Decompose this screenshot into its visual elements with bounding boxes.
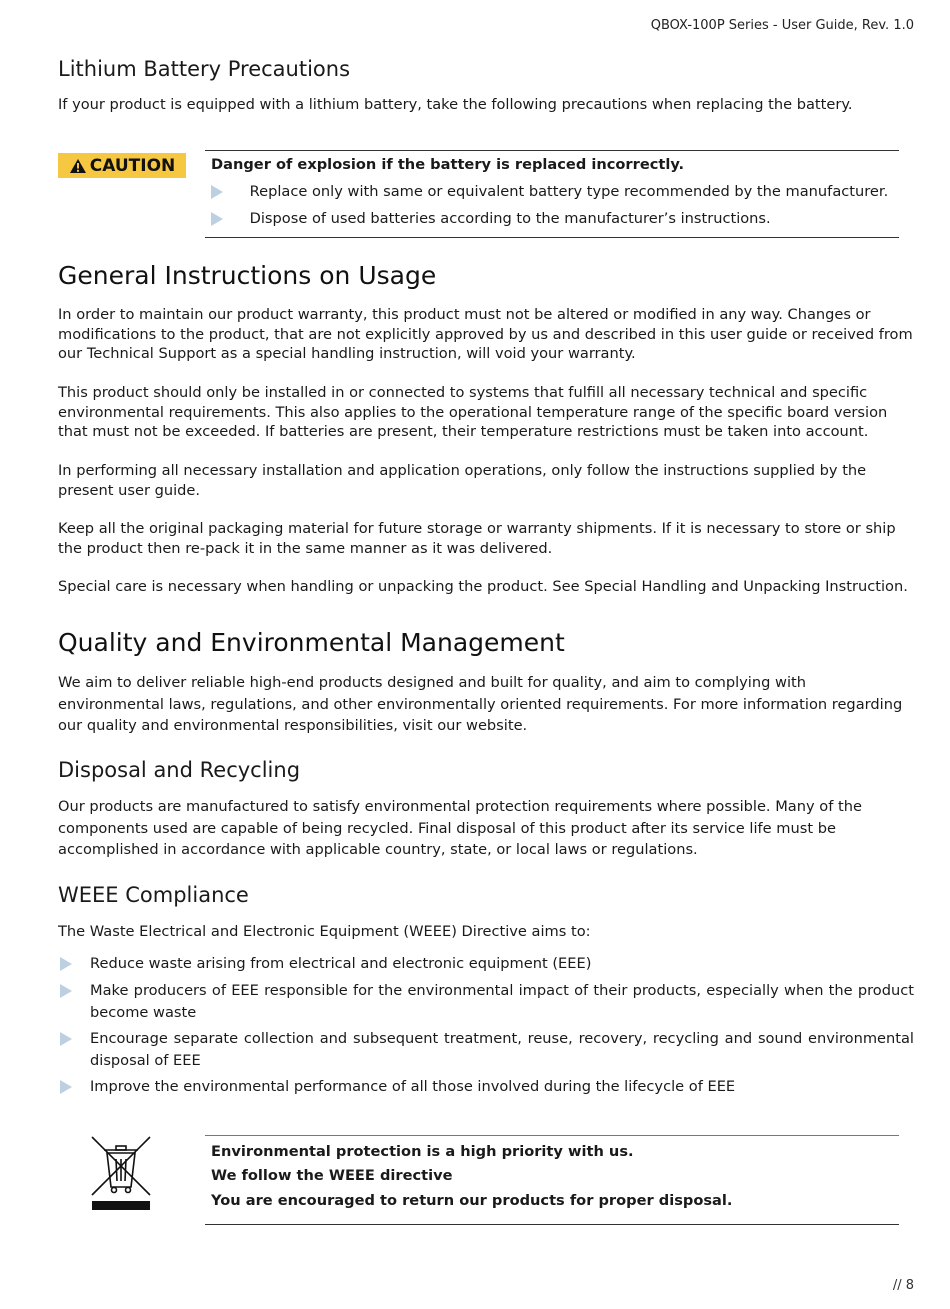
- bullet-arrow-icon: [60, 957, 72, 971]
- bullet-arrow-icon: [211, 212, 223, 226]
- weee-callout: [205, 1135, 899, 1225]
- bullet-arrow-icon: [211, 185, 223, 199]
- weee-callout-line: Environmental protection is a high priority with us.: [211, 1143, 634, 1160]
- bullet-arrow-icon: [60, 984, 72, 998]
- general-paragraph: This product should only be installed in or connected to systems that fulfill all necessary technical and specific environmental requirements. This also applies to the operational temperature range of the specific board version that must not be exceeded. If batteries are present, their temperature restrictions must be taken into account.: [58, 384, 888, 440]
- crossed-out-bin-icon: [90, 1135, 152, 1213]
- document-page: QBOX-100P Series - User Guide, Rev. 1.0 Lithium Battery Precautions If your product is equipped with a lithium battery, take the following precautions when replacing the battery. CAUTION Danger of explosion if the battery is replaced incorrectly. Replace only with same or equivalent battery type recommended by the manufacturer. Dispose of used batteries according to the manufacturer’s instructions. General Instructions on Usage In order to maintain our product warranty, this product must not be altered or modified in any way. Changes or modifications to the product, that are not explicitly approved by us and described in this user guide or received from our Technical Support as a special handling instruction, will void your warranty. This product should only be installed in or connected to systems that fulfill all necessary technical and specific environmental requirements. This also applies to the operational temperature range of the specific board version that must not be exceeded. If batteries are present, their temperature restrictions must be taken into account. In performing all necessary installation and application operations, only follow the instructions supplied by the present user guide. Keep all the original packaging material for future storage or warranty shipments. If it is necessary to store or ship the product then re-pack it in the same manner as it was delivered. Special care is necessary when handling or unpacking the product. See Special Handling and Unpacking Instruction. Quality and Environmental Management We aim to deliver reliable high-end products designed and built for quality, and aim to complying with environmental laws, regulations, and other environmentally oriented requirements. For more information regarding our quality and environmental responsibilities, visit our website. Disposal and Recycling Our products are manufactured to satisfy environmental protection requirements where possible. Many of the components used are capable of being recycled. Final disposal of this product after its service life must be accomplished in accordance with applicable country, state, or local laws or regulations. WEEE Compliance The Waste Electrical and Electronic Equipment (WEEE) Directive aims to: Reduce waste arising from electrical and electronic equipment (EEE) Make producers of EEE responsible for the environmental impact of their products, especially when the product become waste Encourage separate collection and subsequent treatment, reuse, recovery, recycling and sound environmental disposal of EEE Improve the environmental performance of all those involved during the lifecycle of EEE Environmental protection is a high priority with us. We follow the WEEE directive You are encouraged to return our products for proper disposal. // 8: [58, 18, 914, 1293]
- warning-triangle-icon: [69, 158, 87, 174]
- lithium-intro: If your product is equipped with a lithium battery, take the following precautions when replacing the battery.: [58, 96, 853, 113]
- general-paragraph: In order to maintain our product warranty, this product must not be altered or modified in any way. Changes or modifications to the product, that are not explicitly approved by us and described in this user guide or received from our Technical Support as a special handling instruction, will void your warranty.: [58, 306, 913, 362]
- caution-badge: [58, 153, 186, 178]
- lithium-heading: Lithium Battery Precautions: [58, 57, 351, 81]
- general-paragraph: Keep all the original packaging material for future storage or warranty shipments. If it is necessary to store or ship the product then re-pack it in the same manner as it was delivered.: [58, 520, 896, 557]
- general-paragraph: In performing all necessary installation and application operations, only follow the instructions supplied by the present user guide.: [58, 462, 867, 499]
- page-number: // 8: [892, 1278, 914, 1293]
- weee-intro: The Waste Electrical and Electronic Equipment (WEEE) Directive aims to:: [58, 923, 591, 940]
- disposal-heading: Disposal and Recycling: [58, 758, 301, 782]
- caution-title: Danger of explosion if the battery is replaced incorrectly.: [211, 156, 685, 173]
- weee-callout-line: We follow the WEEE directive: [211, 1167, 453, 1184]
- general-heading: General Instructions on Usage: [58, 261, 437, 290]
- caution-bullet: Dispose of used batteries according to the manufacturer’s instructions.: [211, 210, 771, 227]
- disposal-paragraph: Our products are manufactured to satisfy environmental protection requirements where possible. Many of the components used are capable of being recycled. Final disposal of this product after its service life must be accomplished in accordance with applicable country, state, or local laws or regulations.: [58, 798, 862, 858]
- weee-heading: WEEE Compliance: [58, 883, 249, 907]
- caution-callout: [205, 150, 899, 238]
- bullet-arrow-icon: [60, 1080, 72, 1094]
- caution-label: CAUTION: [89, 155, 176, 176]
- bullet-arrow-icon: [60, 1032, 72, 1046]
- weee-callout-line: You are encouraged to return our products for proper disposal.: [211, 1192, 733, 1209]
- general-paragraph: Special care is necessary when handling or unpacking the product. See Special Handling and Unpacking Instruction.: [58, 578, 908, 595]
- quality-heading: Quality and Environmental Management: [58, 628, 565, 657]
- quality-paragraph: We aim to deliver reliable high-end products designed and built for quality, and aim to complying with environmental laws, regulations, and other environmentally oriented requirements. For more information regarding our quality and environmental responsibilities, visit our website.: [58, 674, 903, 734]
- caution-bullet: Replace only with same or equivalent battery type recommended by the manufacturer.: [211, 183, 888, 200]
- running-header: QBOX-100P Series - User Guide, Rev. 1.0: [650, 18, 914, 33]
